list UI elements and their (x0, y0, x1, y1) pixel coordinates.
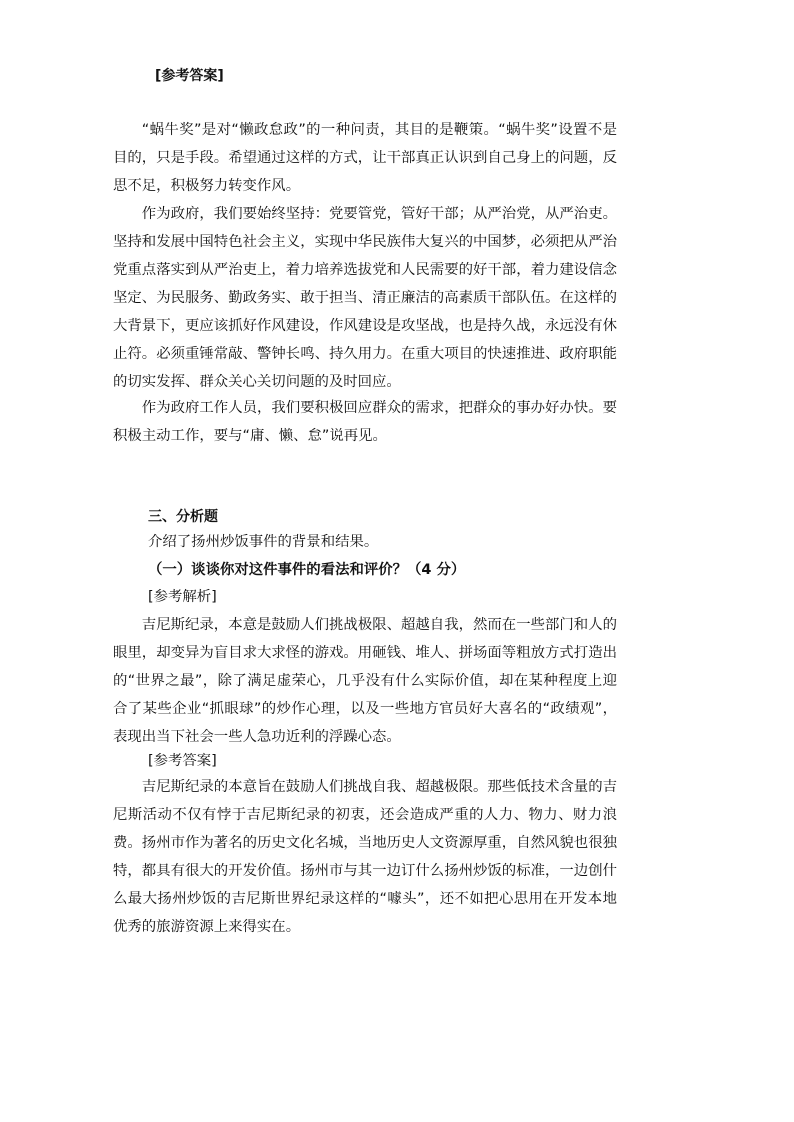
reference-answer-label: [参考答案] (148, 753, 217, 769)
answer-heading: [参考答案] (155, 68, 224, 84)
analysis-paragraph: 吉尼斯纪录，本意是鼓励人们挑战极限、超越自我，然而在一些部门和人的眼里，却变异为盲目求大求怪的游戏。用砸钱、堆人、拼场面等粗放方式打造出的“世界之最”，除了满足虚荣心，几乎没有什么实际价值，却在某种程度上迎合了某些企业“抓眼球”的炒作心理，以及一些地方官员好大喜名的“政绩观”，表现出当下社会一些人急功近利的浮躁心态。 (113, 617, 617, 745)
section-intro: 介绍了扬州炒饭事件的背景和结果。 (148, 534, 379, 550)
question-heading: （一）谈谈你对这件事件的看法和评价？（4 分） (148, 562, 466, 578)
reference-answer-paragraph-2: 扬州市作为著名的历史文化名城，当地历史人文资源厚重，自然风貌也很独特，都具有很大的开发价值。扬州市与其一边订什么扬州炒饭的标准，一边创什么最大扬州炒饭的吉尼斯世界纪录这样的“噱头”，还不如把心思用在开发本地优秀的旅游资源上来得实在。 (113, 835, 617, 935)
answer-paragraph-3: 作为政府工作人员，我们要积极回应群众的需求，把群众的事办好办快。要积极主动工作，要与“庸、懒、怠”说再见。 (113, 400, 617, 444)
reference-answer-paragraph-1: 吉尼斯纪录的本意旨在鼓励人们挑战自我、超越极限。那些低技术含量的吉尼斯活动不仅有悖于吉尼斯纪录的初衷，还会造成严重的人力、物力、财力浪费。 (113, 779, 617, 851)
answer-paragraph-1: “蜗牛奖”是对“懒政怠政”的一种问责，其目的是鞭策。“蜗牛奖”设置不是目的，只是手段。希望通过这样的方式，让干部真正认识到自己身上的问题，反思不足，积极努力转变作风。 (113, 122, 617, 194)
section-title: 三、分析题 (148, 509, 218, 525)
analysis-label: [参考解析] (148, 589, 217, 605)
answer-paragraph-2: 作为政府，我们要始终坚持：党要管党，管好干部；从严治党，从严治吏。坚持和发展中国特色社会主义，实现中华民族伟大复兴的中国梦，必须把从严治党重点落实到从严治吏上，着力培养选拔党和人民需要的好干部，着力建设信念坚定、为民服务、勤政务实、敢于担当、清正廉洁的高素质干部队伍。在这样的大背景下，更应该抓好作风建设，作风建设是攻坚战，也是持久战，永远没有休止符。必须重锤常敲、警钟长鸣、持久用力。在重大项目的快速推进、政府职能的切实发挥、群众关心关切问题的及时回应。 (113, 206, 617, 390)
